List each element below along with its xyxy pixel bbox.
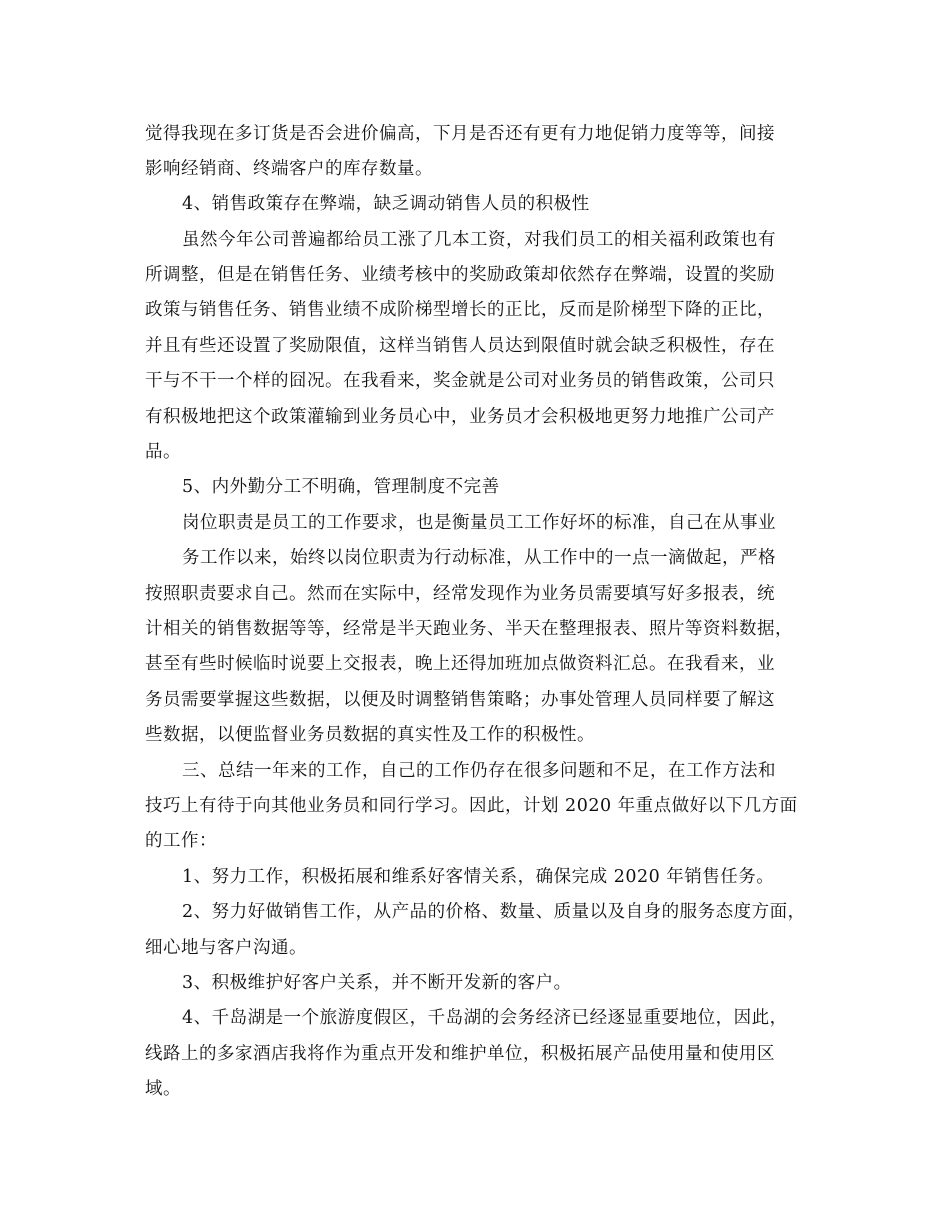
text-line: 虽然今年公司普遍都给员工涨了几本工资，对我们员工的相关福利政策也有 (182, 230, 776, 250)
text-line: 些数据，以便监督业务员数据的真实性及工作的积极性。 (145, 725, 595, 745)
text-line: 并且有些还设置了奖励限值，这样当销售人员达到限值时就会缺乏积极性，存在 (145, 336, 775, 356)
text-line: 政策与销售任务、销售业绩不成阶梯型增长的正比，反而是阶梯型下降的正比， (145, 300, 775, 320)
text-line: 三、总结一年来的工作，自己的工作仍存在很多问题和不足，在工作方法和 (182, 761, 776, 781)
section-heading: 5、内外勤分工不明确，管理制度不完善 (182, 477, 500, 497)
list-item: 1、努力工作，积极拓展和维系好客情关系，确保完成 2020 年销售任务。 (182, 867, 775, 887)
list-item: 2、努力好做销售工作，从产品的价格、数量、质量以及自身的服务态度方面， (182, 902, 806, 922)
list-item: 4、千岛湖是一个旅游度假区，千岛湖的会务经济已经逐显重要地位，因此， (182, 1008, 788, 1028)
text-line: 岗位职责是员工的工作要求，也是衡量员工工作好坏的标准，自己在从事业 (182, 513, 776, 533)
text-line: 觉得我现在多订货是否会进价偏高，下月是否还有更有力地促销力度等等，间接 (145, 124, 775, 144)
text-line: 品。 (145, 442, 181, 462)
text-line: 线路上的多家酒店我将作为重点开发和维护单位，积极拓展产品使用量和使用区 (145, 1044, 775, 1064)
list-item: 3、积极维护好客户关系，并不断开发新的客户。 (182, 973, 572, 993)
text-line: 干与不干一个样的囧况。在我看来，奖金就是公司对业务员的销售政策，公司只 (145, 371, 775, 391)
text-line: 有积极地把这个政策灌输到业务员心中，业务员才会积极地更努力地推广公司产 (145, 407, 775, 427)
text-line: 务员需要掌握这些数据，以便及时调整销售策略；办事处管理人员同样要了解这 (145, 690, 775, 710)
text-line: 计相关的销售数据等等，经常是半天跑业务、半天在整理报表、照片等资料数据， (145, 619, 793, 639)
text-line: 所调整，但是在销售任务、业绩考核中的奖励政策却依然存在弊端，设置的奖励 (145, 265, 775, 285)
text-line: 域。 (145, 1079, 181, 1099)
text-line: 甚至有些时候临时说要上交报表，晚上还得加班加点做资料汇总。在我看来，业 (145, 654, 775, 674)
text-line: 按照职责要求自己。然而在实际中，经常发现作为业务员需要填写好多报表，统 (145, 584, 775, 604)
text-line: 务工作以来，始终以岗位职责为行动标准，从工作中的一点一滴做起，严格 (182, 548, 776, 568)
text-line: 细心地与客户沟通。 (145, 938, 307, 958)
section-heading: 4、销售政策存在弊端，缺乏调动销售人员的积极性 (182, 194, 590, 214)
text-line: 的工作： (145, 831, 217, 851)
text-line: 技巧上有待于向其他业务员和同行学习。因此，计划 2020 年重点做好以下几方面 (145, 796, 798, 816)
text-line: 影响经销商、终端客户的库存数量。 (145, 159, 433, 179)
